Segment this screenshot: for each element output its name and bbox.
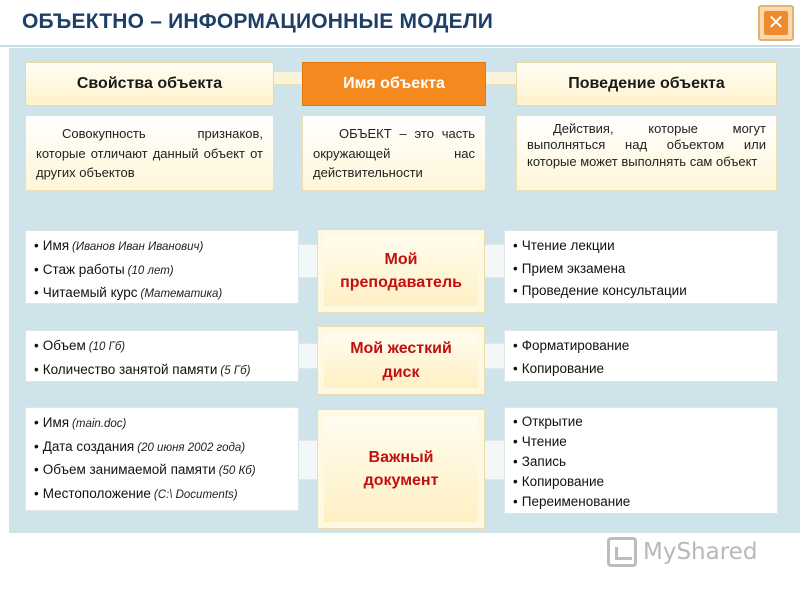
- list-item: • Запись: [513, 452, 769, 472]
- list-item: • Переименование: [513, 492, 769, 512]
- list-item: • Открытие: [513, 412, 769, 432]
- example3-behaviors: [504, 407, 778, 514]
- list-item: • Чтение лекции: [513, 235, 769, 258]
- list-item: • Копирование: [513, 472, 769, 492]
- list-item: • Проведение консультации: [513, 280, 769, 303]
- header-object-name: Имя объекта: [302, 62, 486, 106]
- list-item: • Имя (main.doc): [34, 412, 290, 436]
- watermark-logo-icon: [607, 537, 637, 567]
- list-item: • Местоположение (C:\ Documents): [34, 483, 290, 507]
- definition-behavior: [516, 115, 777, 191]
- definition-behavior-text: Действия, которые могут выполняться над объектом или которые может выполнять сам объект: [527, 121, 766, 169]
- list-item: • Форматирование: [513, 335, 769, 358]
- row1-connector-left: [298, 244, 318, 278]
- definition-properties: [25, 115, 274, 191]
- header-connector-right: [485, 71, 517, 85]
- header-connector-left: [274, 71, 304, 85]
- close-button[interactable]: [758, 5, 794, 41]
- example2-properties: [25, 330, 299, 382]
- example3-object: Важный документ: [318, 410, 484, 528]
- close-icon: ✕: [764, 11, 788, 35]
- list-item: • Объем (10 Гб): [34, 335, 290, 359]
- header-properties: Свойства объекта: [25, 62, 274, 106]
- definition-object-name-text: ОБЪЕКТ – это часть окружающей нас действительности: [313, 126, 475, 180]
- row1-connector-right: [484, 244, 506, 278]
- list-item: • Чтение: [513, 432, 769, 452]
- list-item: • Копирование: [513, 358, 769, 381]
- example3-properties: [25, 407, 299, 511]
- definition-object-name: [302, 115, 486, 191]
- page-title: ОБЪЕКТНО – ИНФОРМАЦИОННЫЕ МОДЕЛИ: [22, 10, 494, 33]
- list-item: • Количество занятой памяти (5 Гб): [34, 359, 290, 383]
- list-item: • Стаж работы (10 лет): [34, 259, 290, 283]
- example2-behaviors: [504, 330, 778, 382]
- row2-connector-left: [298, 343, 318, 369]
- example1-properties: [25, 230, 299, 304]
- watermark-text: MyShared: [643, 539, 758, 565]
- row3-connector-right: [484, 440, 506, 480]
- list-item: • Прием экзамена: [513, 258, 769, 281]
- list-item: • Объем занимаемой памяти (50 Кб): [34, 459, 290, 483]
- header-behavior: Поведение объекта: [516, 62, 777, 106]
- row3-connector-left: [298, 440, 318, 480]
- list-item: • Дата создания (20 июня 2002 года): [34, 436, 290, 460]
- row2-connector-right: [484, 343, 506, 369]
- example1-behaviors: [504, 230, 778, 304]
- list-item: • Имя (Иванов Иван Иванович): [34, 235, 290, 259]
- example1-object: Мой преподаватель: [318, 230, 484, 312]
- example2-object: Мой жесткий диск: [318, 327, 484, 394]
- definition-properties-text: Совокупность признаков, которые отличают данный объект от других объектов: [36, 126, 263, 180]
- watermark: [607, 537, 757, 567]
- list-item: • Читаемый курс (Математика): [34, 282, 290, 306]
- title-divider: [0, 45, 800, 47]
